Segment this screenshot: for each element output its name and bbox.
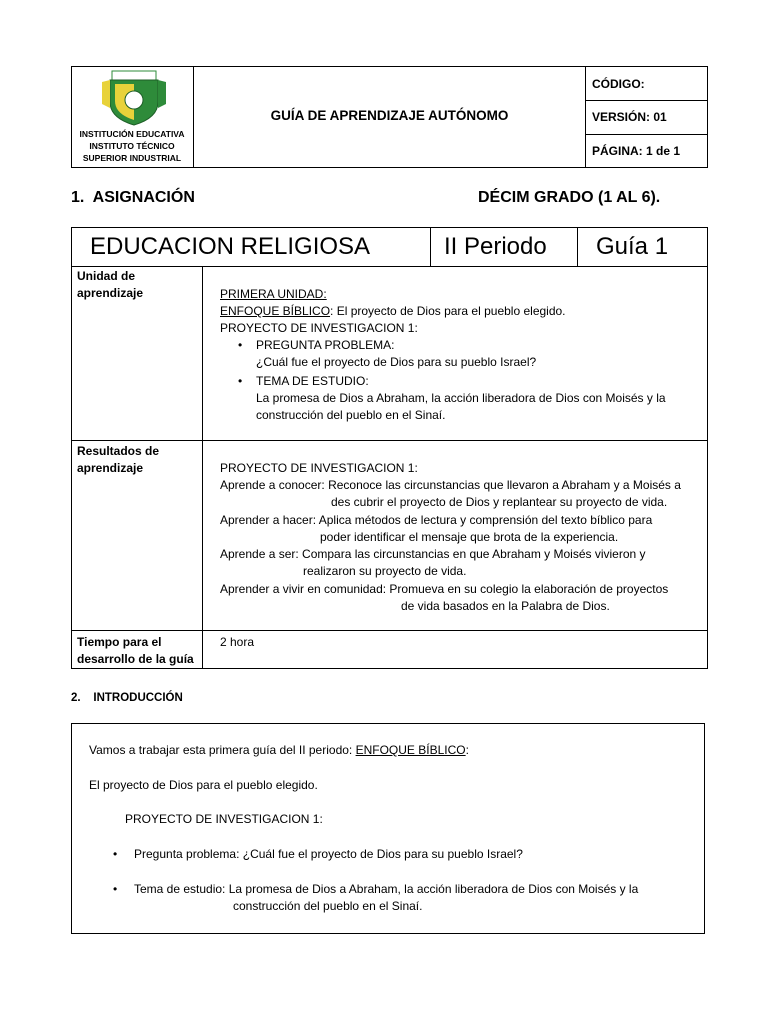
guide-number: Guía 1 — [596, 233, 669, 260]
main-row-line-2 — [71, 440, 708, 441]
ser-line-1: Aprende a ser: Compara las circunstancias en que Abraham y Moisés vivieron y — [220, 547, 646, 561]
tiempo-label: Tiempo para el desarrollo de la guía — [77, 635, 194, 666]
intro-bullet-1: Pregunta problema: ¿Cuál fue el proyecto de Dios para su pueblo Israel? — [134, 847, 523, 861]
main-row-line-3 — [71, 630, 708, 631]
logo-text — [73, 128, 191, 164]
bullet-icon: • — [238, 338, 243, 352]
logo-line-1: INSTITUCIÓN EDUCATIVA — [79, 129, 185, 139]
vivir-line-1: Aprender a vivir en comunidad: Promueva en su colegio la elaboración de proyectos — [220, 582, 669, 596]
hacer-line-2: poder identificar el mensaje que brota de la experiencia. — [320, 530, 619, 544]
intro-line-2: El proyecto de Dios para el pueblo elegido. — [89, 778, 318, 792]
resultados-proyecto: PROYECTO DE INVESTIGACION 1: — [220, 461, 418, 475]
logo-line-3: SUPERIOR INDUSTRIAL — [82, 153, 182, 163]
period-label: II Periodo — [444, 233, 547, 260]
section-2-heading: 2. INTRODUCCIÓN — [71, 692, 183, 704]
tema-line-2: construcción del pueblo en el Sinaí. — [256, 408, 446, 422]
conocer-line-2: des cubrir el proyecto de Dios y replantear su proyecto de vida. — [331, 495, 668, 509]
enfoque-label: ENFOQUE BÍBLICO — [220, 304, 331, 318]
bullet-icon: • — [113, 847, 118, 861]
unidad-proyecto: PROYECTO DE INVESTIGACION 1: — [220, 321, 418, 335]
tiempo-value: 2 hora — [220, 635, 255, 649]
grade-label: DÉCIM GRADO (1 AL 6). — [478, 189, 661, 206]
intro-bullet-2a: Tema de estudio: La promesa de Dios a Abraham, la acción liberadora de Dios con Moisés y la — [134, 882, 639, 896]
resultados-label: Resultados de aprendizaje — [77, 444, 160, 475]
intro-line-1 — [89, 742, 469, 759]
hacer-line-1: Aprender a hacer: Aplica métodos de lectura y comprensión del texto bíblico para — [220, 513, 653, 527]
pregunta-title: PREGUNTA PROBLEMA: — [256, 338, 395, 352]
bullet-icon: • — [113, 882, 118, 896]
intro-bullet-2b: construcción del pueblo en el Sinaí. — [233, 899, 423, 913]
unidad-label: Unidad de aprendizaje — [77, 269, 144, 300]
subject-divider-1 — [430, 227, 431, 266]
intro-enfoque: ENFOQUE BÍBLICO — [355, 743, 466, 757]
version-label: VERSIÓN: 01 — [592, 110, 667, 124]
shield-logo-icon — [100, 68, 168, 126]
subject-title: EDUCACION RELIGIOSA — [90, 233, 371, 260]
bullet-icon: • — [238, 374, 243, 388]
school-logo — [100, 68, 168, 126]
subject-divider-2 — [577, 227, 578, 266]
pregunta-text: ¿Cuál fue el proyecto de Dios para su pueblo Israel? — [256, 355, 537, 369]
intro-line-3: PROYECTO DE INVESTIGACION 1: — [125, 812, 323, 826]
intro-prefix: Vamos a trabajar esta primera guía del II periodo: — [89, 743, 356, 757]
codigo-label: CÓDIGO: — [592, 77, 645, 91]
enfoque-line — [220, 303, 566, 320]
vivir-line-2: de vida basados en la Palabra de Dios. — [401, 599, 610, 613]
intro-suffix: : — [465, 743, 469, 757]
enfoque-text: : El proyecto de Dios para el pueblo elegido. — [330, 304, 566, 318]
pagina-label: PÁGINA: 1 de 1 — [592, 144, 681, 158]
ser-line-2: realizaron su proyecto de vida. — [303, 564, 467, 578]
tema-title: TEMA DE ESTUDIO: — [256, 374, 369, 388]
tema-line-1: La promesa de Dios a Abraham, la acción liberadora de Dios con Moisés y la — [256, 391, 666, 405]
main-col-line — [202, 266, 203, 669]
header-row-line-2 — [585, 134, 708, 135]
logo-line-2: INSTITUTO TÉCNICO — [89, 141, 175, 151]
conocer-line-1: Aprende a conocer: Reconoce las circunstancias que llevaron a Abraham y a Moisés a — [220, 478, 681, 492]
primera-unidad: PRIMERA UNIDAD: — [220, 287, 327, 301]
header-row-line-1 — [585, 100, 708, 101]
header-divider-right — [585, 66, 586, 168]
document-title: GUÍA DE APRENDIZAJE AUTÓNOMO — [270, 108, 509, 123]
section-1-heading: 1. ASIGNACIÓN — [71, 189, 195, 206]
main-row-line-1 — [71, 266, 708, 267]
